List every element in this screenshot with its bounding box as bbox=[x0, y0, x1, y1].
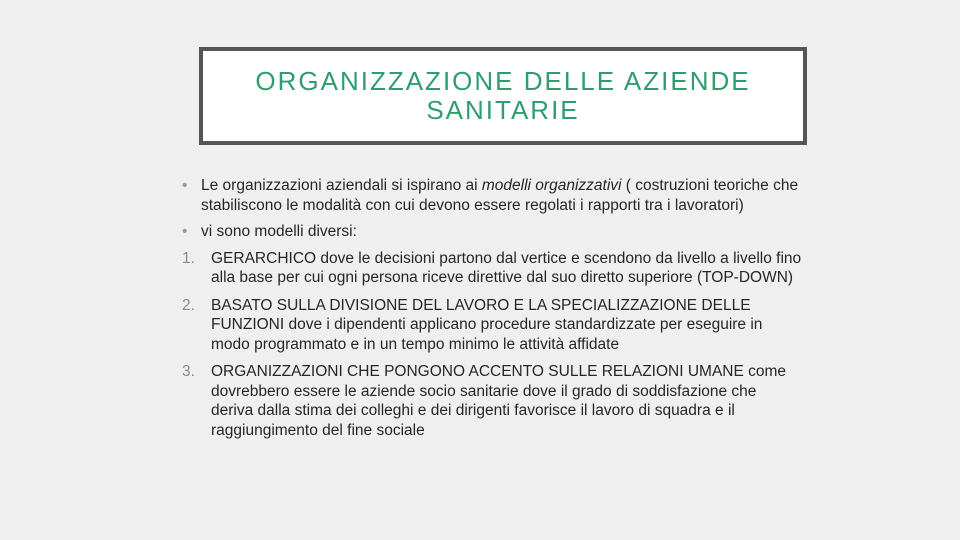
bullet-text-before: Le organizzazioni aziendali si ispirano ai bbox=[201, 177, 482, 194]
item-text: ORGANIZZAZIONI CHE PONGONO ACCENTO SULLE RELAZIONI UMANE come dovrebbero essere le aziende socio sanitarie dove il grado di soddisfazione che deriva dalla stima dei colleghi e dei dirigenti favorisce il lavoro di squadra e il raggiungimento del fine sociale bbox=[211, 363, 787, 439]
item-number: 3. bbox=[182, 363, 195, 380]
item-number: 2. bbox=[182, 296, 195, 314]
bullet-text-emphasis: modelli organizzativi bbox=[481, 177, 622, 194]
numbered-item bbox=[182, 249, 802, 288]
item-number: 1. bbox=[182, 249, 195, 267]
bullet-text: vi sono modelli diversi: bbox=[201, 223, 357, 240]
numbered-item bbox=[182, 362, 802, 440]
bullet-item bbox=[182, 176, 802, 215]
bullet-item bbox=[182, 222, 802, 242]
slide-title-line-2: SANITARIE bbox=[426, 95, 580, 125]
item-text: GERARCHICO dove le decisioni partono dal vertice e scendono da livello a livello fino alla base per cui ogni persona riceve direttive dal suo diretto superiore (TOP-DOWN) bbox=[211, 249, 802, 286]
bullet-dot-icon: • bbox=[182, 223, 188, 240]
bullet-dot-icon: • bbox=[182, 177, 188, 194]
title-box bbox=[199, 47, 807, 145]
numbered-item bbox=[182, 296, 802, 355]
item-text: BASATO SULLA DIVISIONE DEL LAVORO E LA SPECIALIZZAZIONE DELLE FUNZIONI dove i dipendenti applicano procedure standardizzate per eseguire in modo programmato e in un tempo minimo le attività affidate bbox=[211, 296, 763, 353]
bullet-text-after: ( costruzioni teoriche che stabiliscono le modalità con cui devono essere regolati i rapporti tra i lavoratori) bbox=[201, 177, 799, 214]
slide-title-line-1: ORGANIZZAZIONE DELLE AZIENDE bbox=[255, 66, 751, 96]
slide-content bbox=[182, 176, 802, 448]
